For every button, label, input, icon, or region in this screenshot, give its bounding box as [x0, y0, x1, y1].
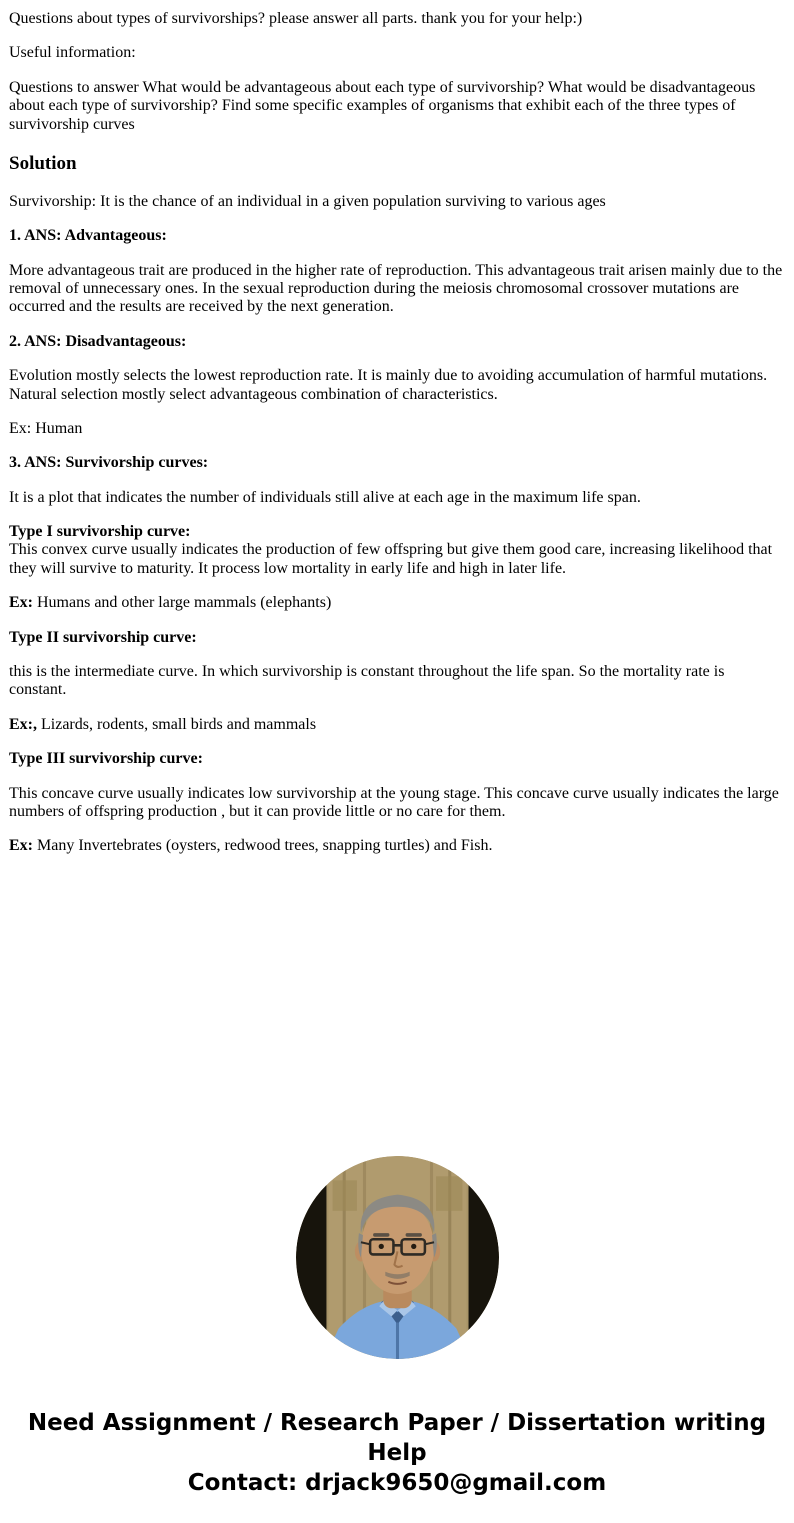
- type1-heading: Type I survivorship curve:: [9, 523, 191, 541]
- footer-help-line: Need Assignment / Research Paper / Dissertation writing Help: [27, 1409, 767, 1466]
- type2-example: [9, 716, 785, 734]
- question-intro: Questions about types of survivorships? please answer all parts. thank you for your help:): [9, 10, 583, 27]
- ans2-body: Evolution mostly selects the lowest reproduction rate. It is mainly due to avoiding accumulation of harmful mutations. Natural selection mostly select advantageous combination of characteristics.: [9, 367, 768, 403]
- type3-example: [9, 837, 785, 855]
- type3-body: This concave curve usually indicates low survivorship at the young stage. This concave curve usually indicates the large numbers of offspring production , but it can provide little or no care for them.: [9, 784, 779, 820]
- type1-example-label: Ex:: [9, 594, 33, 612]
- solution-heading: Solution: [9, 152, 77, 174]
- ans2-example: Ex: Human: [9, 419, 83, 437]
- type3-example-label: Ex:: [9, 837, 33, 855]
- ans3-body: It is a plot that indicates the number of individuals still alive at each age in the maximum life span.: [9, 488, 641, 506]
- type2-body: this is the intermediate curve. In which survivorship is constant throughout the life span. So the mortality rate is constant.: [9, 663, 725, 699]
- questions-to-answer: Questions to answer What would be advantageous about each type of survivorship? What would be disadvantageous about each type of survivorship? Find some specific examples of organisms that exhibit each of the three types of survivorship curves: [9, 78, 756, 133]
- ans1-body: More advantageous trait are produced in the higher rate of reproduction. This advantageous trait arisen mainly due to the removal of unnecessary ones. In the sexual reproduction during the meiosis chromosomal crossover mutations are occurred and the results are received by the next generation.: [9, 261, 783, 316]
- type2-example-label: Ex:,: [9, 715, 37, 733]
- ans1-heading: 1. ANS: Advantageous:: [9, 227, 167, 245]
- type3-example-text: Many Invertebrates (oysters, redwood trees, snapping turtles) and Fish.: [37, 837, 493, 855]
- tutor-avatar: [296, 1156, 499, 1359]
- type1-example-text: Humans and other large mammals (elephants): [37, 594, 332, 612]
- ans2-heading: 2. ANS: Disadvantageous:: [9, 332, 187, 350]
- tutor-avatar-section: [0, 1156, 794, 1359]
- type2-heading: Type II survivorship curve:: [9, 628, 197, 646]
- footer-heading: [12, 1409, 782, 1499]
- ans3-heading: 3. ANS: Survivorship curves:: [9, 454, 209, 472]
- type1-body: This convex curve usually indicates the production of few offspring but give them good care, increasing likelihood that they will survive to maturity. It process low mortality in early life and high in later life.: [9, 541, 773, 577]
- type2-example-text: Lizards, rodents, small birds and mammals: [41, 715, 317, 733]
- type1-block: [9, 523, 785, 578]
- survivorship-definition: Survivorship: It is the chance of an individual in a given population surviving to various ages: [9, 192, 606, 210]
- type1-example: [9, 594, 785, 612]
- footer-contact-line: Contact: drjack9650@gmail.com: [187, 1469, 607, 1496]
- tutor-photo-illustration: [296, 1156, 499, 1359]
- useful-info-label: Useful information:: [9, 44, 136, 62]
- type3-heading: Type III survivorship curve:: [9, 750, 203, 768]
